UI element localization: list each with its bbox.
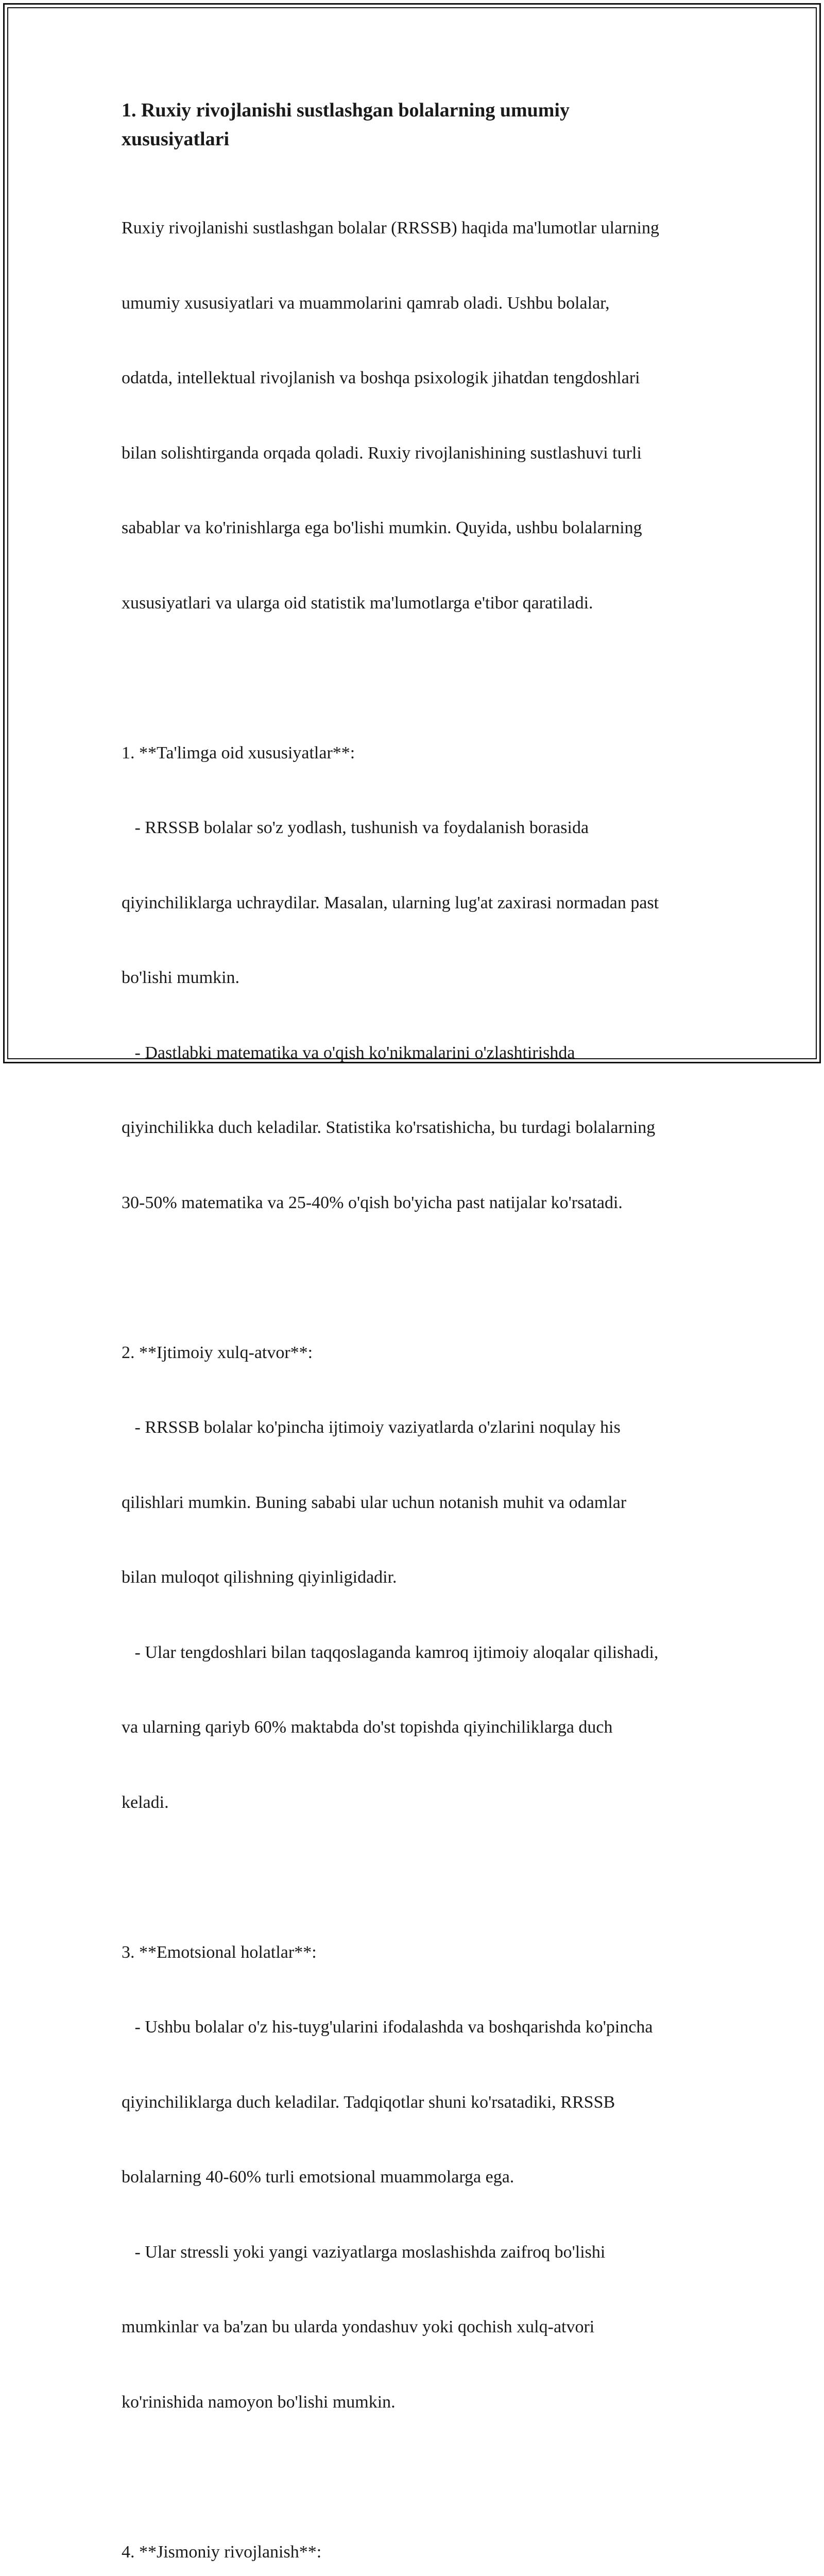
- text-line: - Ular stressli yoki yangi vaziyatlarga moslashishda zaifroq bo'lishi: [122, 2240, 714, 2265]
- section-social: [122, 1291, 714, 1866]
- text-line: qilishlari mumkin. Buning sababi ular uchun notanish muhit va odamlar: [122, 1490, 714, 1516]
- paragraph-gap: [122, 2465, 714, 2490]
- document-title: [122, 96, 714, 154]
- text-line: - Ular tengdoshlari bilan taqqoslaganda kamroq ijtimoiy aloqalar qilishadi,: [122, 1640, 714, 1666]
- text-line: bolalarning 40-60% turli emotsional muammolarga ega.: [122, 2165, 714, 2190]
- text-line: va ularning qariyb 60% maktabda do'st topishda qiyinchiliklarga duch: [122, 1715, 714, 1740]
- text-line: 3. **Emotsional holatlar**:: [122, 1940, 714, 1965]
- text-line: ko'rinishida namoyon bo'lishi mumkin.: [122, 2390, 714, 2415]
- text-line: 1. **Ta'limga oid xususiyatlar**:: [122, 741, 714, 766]
- title-line: xususiyatlari: [122, 128, 229, 150]
- paragraph-gap: [122, 1265, 714, 1291]
- text-line: umumiy xususiyatlari va muammolarini qamrab oladi. Ushbu bolalar,: [122, 291, 714, 316]
- text-line: mumkinlar va ba'zan bu ularda yondashuv yoki qochish xulq-atvori: [122, 2315, 714, 2340]
- section-physical: [122, 2490, 714, 2576]
- text-line: - Ushbu bolalar o'z his-tuyg'ularini ifodalashda va boshqarishda ko'pincha: [122, 2015, 714, 2040]
- text-line: 4. **Jismoniy rivojlanish**:: [122, 2540, 714, 2565]
- text-line: - RRSSB bolalar ko'pincha ijtimoiy vaziyatlarda o'zlarini noqulay his: [122, 1415, 714, 1440]
- paragraph-gap: [122, 1865, 714, 1890]
- text-line: - Dastlabki matematika va o'qish ko'nikmalarini o'zlashtirishda: [122, 1041, 714, 1066]
- text-line: sabablar va ko'rinishlarga ega bo'lishi mumkin. Quyida, ushbu bolalarning: [122, 516, 714, 541]
- text-line: bilan muloqot qilishning qiyinligidadir.: [122, 1565, 714, 1590]
- text-line: bilan solishtirganda orqada qoladi. Ruxiy rivojlanishining sustlashuvi turli: [122, 441, 714, 466]
- text-line: - RRSSB bolalar so'z yodlash, tushunish va foydalanish borasida: [122, 816, 714, 841]
- intro-paragraph: [122, 166, 714, 666]
- text-line: qiyinchilikka duch keladilar. Statistika ko'rsatishicha, bu turdagi bolalarning: [122, 1115, 714, 1141]
- text-line: 2. **Ijtimoiy xulq-atvor**:: [122, 1341, 714, 1366]
- text-line: odatda, intellektual rivojlanish va boshqa psixologik jihatdan tengdoshlari: [122, 366, 714, 391]
- section-education: [122, 691, 714, 1266]
- section-emotional: [122, 1890, 714, 2465]
- paragraph-gap: [122, 666, 714, 691]
- text-line: Ruxiy rivojlanishi sustlashgan bolalar (RRSSB) haqida ma'lumotlar ularning: [122, 216, 714, 241]
- text-line: qiyinchiliklarga duch keladilar. Tadqiqotlar shuni ko'rsatadiki, RRSSB: [122, 2090, 714, 2115]
- document-page: [122, 96, 714, 2576]
- title-line: 1. Ruxiy rivojlanishi sustlashgan bolalarning umumiy: [122, 99, 570, 121]
- text-line: xususiyatlari va ularga oid statistik ma'lumotlarga e'tibor qaratiladi.: [122, 591, 714, 616]
- text-line: qiyinchiliklarga uchraydilar. Masalan, ularning lug'at zaxirasi normadan past: [122, 891, 714, 916]
- text-line: 30-50% matematika va 25-40% o'qish bo'yicha past natijalar ko'rsatadi.: [122, 1191, 714, 1216]
- text-line: keladi.: [122, 1790, 714, 1816]
- text-line: bo'lishi mumkin.: [122, 965, 714, 991]
